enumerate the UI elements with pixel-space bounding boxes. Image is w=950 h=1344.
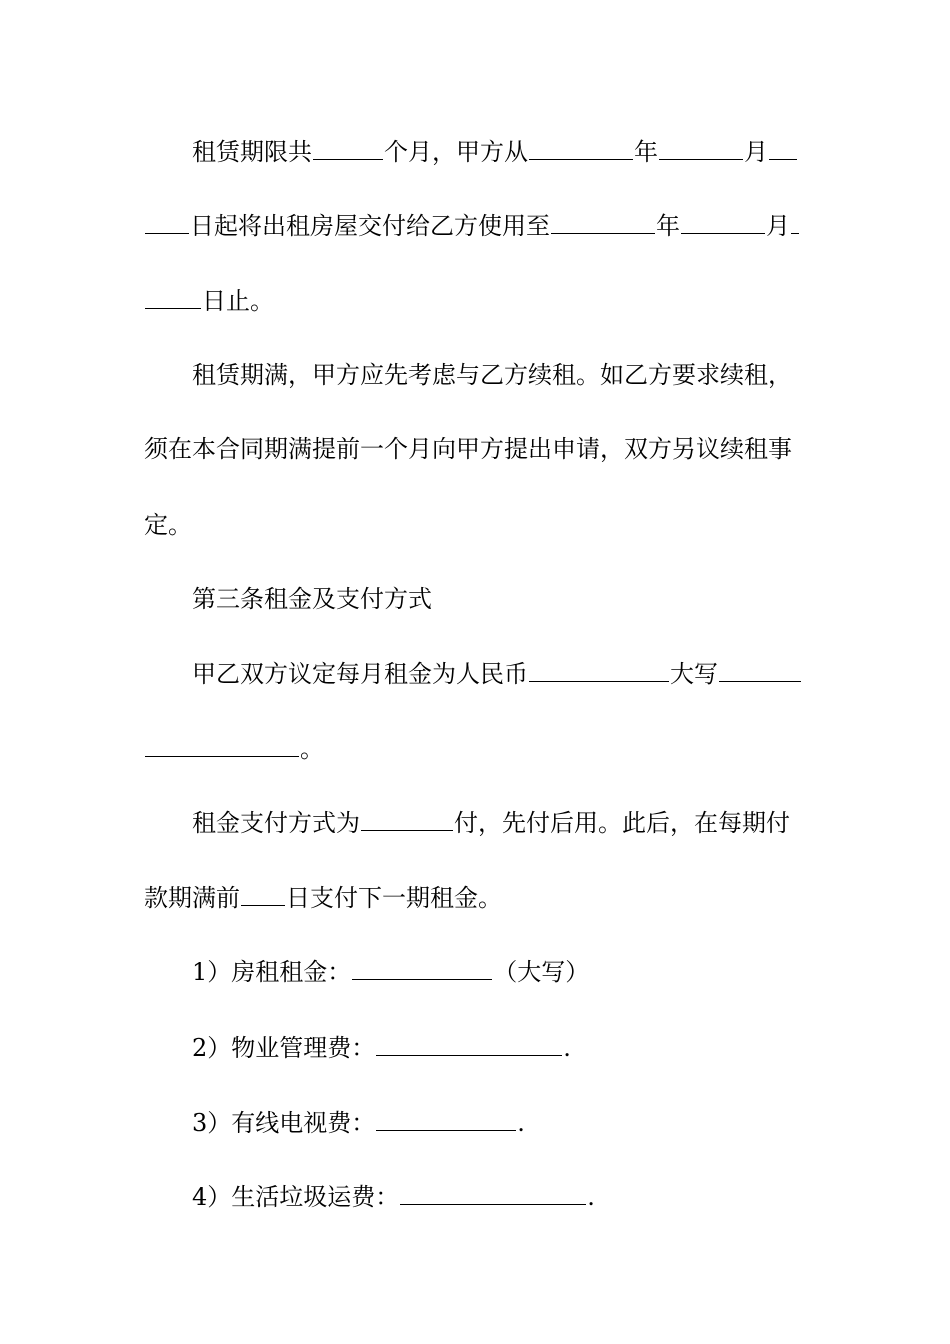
text: 3）有线电视费： [192, 1109, 376, 1137]
rent-amount-line-2 [0, 729, 950, 769]
text: 大写 [670, 660, 718, 688]
blank-payment-cycle[interactable] [361, 804, 453, 831]
lease-term-line-2 [0, 206, 950, 246]
text: 日止。 [202, 287, 274, 315]
text: 4）生活垃圾运费： [192, 1183, 400, 1211]
blank-end-day-part1[interactable] [791, 207, 799, 234]
blank-start-day-part1[interactable] [769, 133, 797, 160]
text: 日起将出租房屋交付给乙方使用至 [190, 212, 550, 240]
blank-months[interactable] [313, 133, 383, 160]
fee-item-garbage [0, 1177, 950, 1217]
blank-fee-property[interactable] [376, 1029, 562, 1056]
text: 个月，甲方从 [384, 138, 528, 166]
text: 年 [656, 212, 680, 240]
lease-term-line-1 [0, 132, 950, 172]
payment-method-line-1 [0, 803, 950, 843]
lease-term-line-3 [0, 281, 950, 321]
blank-start-day[interactable] [145, 207, 189, 234]
blank-rent-uppercase[interactable] [145, 730, 299, 757]
text: 2）物业管理费： [192, 1034, 376, 1062]
text: 付，先付后用。此后，在每期付 [454, 809, 790, 837]
text: 月 [766, 212, 790, 240]
text: 1）房租租金： [192, 958, 352, 986]
rent-amount-line-1 [0, 654, 950, 694]
blank-rent-amount[interactable] [529, 655, 669, 682]
text: 甲乙双方议定每月租金为人民币 [192, 660, 528, 688]
blank-start-month[interactable] [659, 133, 743, 160]
text: 月 [744, 138, 768, 166]
text: （大写） [493, 958, 590, 986]
text: 款期满前 [144, 884, 240, 912]
blank-rent-uppercase-part1[interactable] [719, 655, 801, 682]
section-heading: 第三条租金及支付方式 [192, 585, 432, 613]
text: . [587, 1183, 595, 1211]
blank-end-day[interactable] [145, 282, 201, 309]
renewal-line-1: 租赁期满，甲方应先考虑与乙方续租。如乙方要求续租， [192, 361, 792, 389]
text: . [517, 1109, 525, 1137]
text: 租金支付方式为 [192, 809, 360, 837]
blank-end-year[interactable] [551, 207, 655, 234]
blank-days-before[interactable] [241, 879, 285, 906]
payment-method-line-2 [0, 878, 950, 918]
blank-fee-rent[interactable] [352, 953, 492, 980]
fee-item-property [0, 1028, 950, 1068]
renewal-line-3: 定。 [144, 511, 192, 539]
text: . [563, 1034, 571, 1062]
fee-item-rent [0, 952, 950, 992]
blank-fee-garbage[interactable] [400, 1178, 586, 1205]
blank-fee-cable-tv[interactable] [376, 1104, 516, 1131]
text: 。 [300, 735, 324, 763]
blank-start-year[interactable] [529, 133, 633, 160]
text: 日支付下一期租金。 [286, 884, 502, 912]
blank-end-month[interactable] [681, 207, 765, 234]
text: 年 [634, 138, 658, 166]
text: 租赁期限共 [192, 138, 312, 166]
fee-item-cable-tv [0, 1103, 950, 1143]
renewal-line-2: 须在本合同期满提前一个月向甲方提出申请，双方另议续租事 [144, 435, 792, 463]
